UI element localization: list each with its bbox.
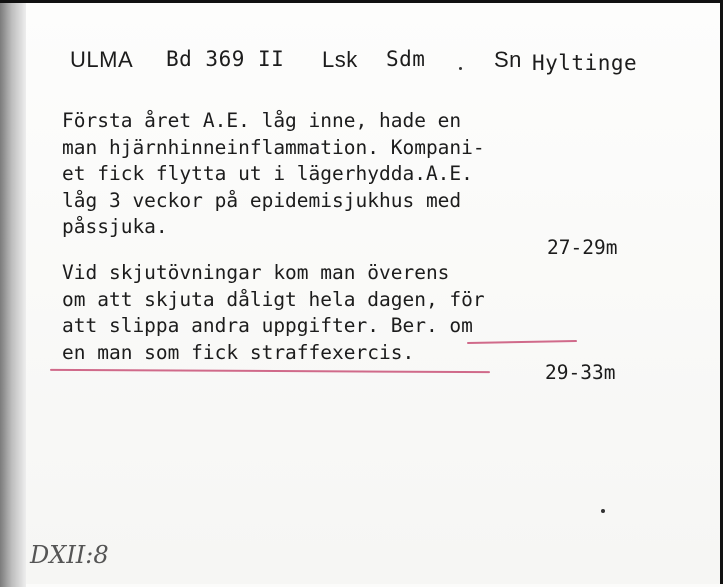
volume-number: Bd 369 II [166,47,285,71]
archive-code: ULMA [70,47,134,72]
province-code: Sdm [386,47,426,71]
reference-range-1: 27-29m [547,236,618,259]
reference-range-2: 29-33m [545,361,616,384]
transcript-paragraph-1: Första året A.E. låg inne, hade en man hjärnhinneinflammation. Kompani- et fick flytta ut i lägerhydda.A.E. låg 3 veckor på epidemisjukhus med påssjuka. [62,109,485,238]
card-header [70,47,700,87]
highlight-underline-2 [50,369,490,373]
transcript-paragraph-2: Vid skjutövningar kom man överens om att skjuta dåligt hela dagen, för att slippa andra uppgifter. Ber. om en man som fick straffexercis. [62,261,485,364]
card-shadow-edge [0,3,26,587]
ink-speck [601,509,605,513]
parish-name: Hyltinge [532,51,638,75]
ink-speck [459,67,462,70]
county-code: Lsk [322,47,358,72]
parish-label: Sn [494,47,522,72]
handwritten-signature: DXII:8 [30,541,109,569]
